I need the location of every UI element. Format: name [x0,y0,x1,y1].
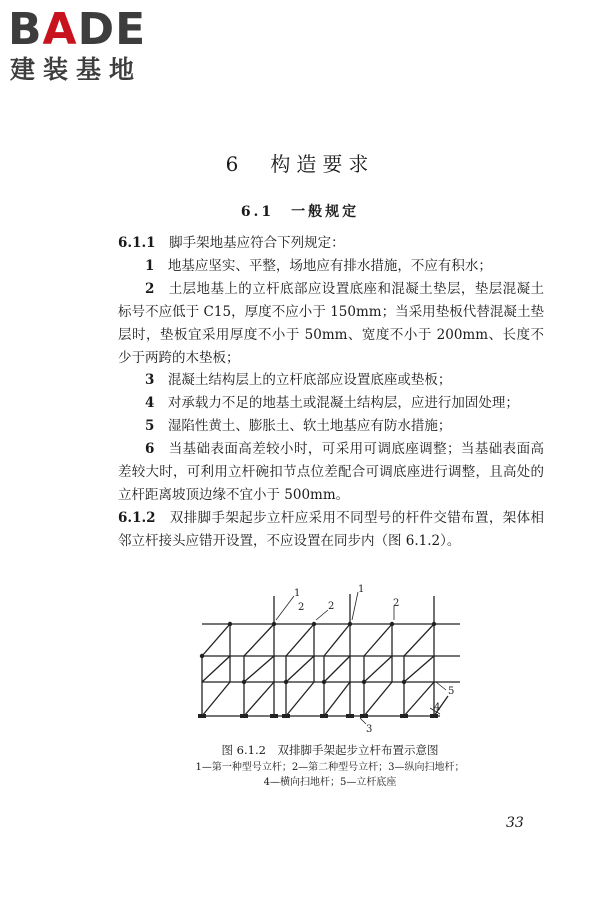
diagonal-bar [404,656,434,682]
diagonal-bar [364,682,392,716]
scaffold-figure [190,584,470,742]
diagonal-bar [286,656,314,682]
logo-wordmark: BADE [8,4,147,55]
base-plate [320,714,328,718]
diagonal-bar [324,656,350,682]
item-number: 3 [145,372,155,389]
clause-text: 双排脚手架起步立杆应采用不同型号的杆件交错布置，架体相邻立杆接头应错开设置，不应设置在同步内（图 6.1.2）。 [118,509,545,549]
joint [402,680,406,684]
leader-line [436,682,446,690]
diagonal-bar [404,682,434,716]
item-text: 当基础表面高差较小时，可采用可调底座调整；当基础表面高差较大时，可利用立杆碗扣节点位差配合可调底座进行调整，且高处的立杆距离坡顶边缘不宜小于 500mm。 [118,441,544,503]
section-title [0,201,600,221]
figure-label-2: 2 [328,601,335,612]
item-text: 混凝土结构层上的立杆底部应设置底座或垫板； [167,372,452,389]
diagonal-bar [364,624,392,656]
section-number: 6.1 [240,204,275,220]
base-plate [430,714,438,718]
joint [348,622,352,626]
legend-line: 4—横向扫地杆；5—立杆底座 [263,777,397,788]
page-number: 33 [506,815,524,831]
list-item [118,438,544,507]
joint [390,622,394,626]
list-item [118,369,544,392]
diagonal-bar [244,682,274,716]
diagonal-bar [202,656,230,682]
pole-bases [198,622,441,718]
figure-label-4: 4 [434,702,441,713]
scaffold-diagram [190,584,470,742]
body-text [118,232,544,553]
leader-line [316,610,328,620]
base-plate [270,714,278,718]
list-item [118,392,544,415]
base-plate [346,714,354,718]
joint [272,622,276,626]
item-number: 2 [145,280,155,297]
base-plate [198,714,206,718]
clause-6-1-1 [118,232,544,255]
item-text: 地基应坚实、平整，场地应有排水措施，不应有积水； [167,257,492,274]
joint [200,654,204,658]
list-item [118,415,544,438]
figure-label-1: 1 [294,588,301,599]
figure-label-1: 1 [358,584,365,595]
figure-label-2: 2 [298,602,305,613]
clause-text: 脚手架地基应符合下列规定： [169,235,345,251]
diagonal-bar [202,682,230,716]
figure-label-2: 2 [393,598,400,609]
base-plate [282,714,290,718]
item-number: 4 [145,395,155,412]
list-item [118,278,544,370]
diagonal-bar [202,624,230,656]
figure-label-5: 5 [448,686,455,697]
item-number: 1 [145,257,155,274]
base-plate [400,714,408,718]
leader-line [352,592,358,620]
section-name: 一般规定 [291,204,360,220]
chapter-number: 6 [225,152,245,176]
item-number: 6 [145,441,155,458]
legend-line: 1—第一种型号立杆；2—第二种型号立杆；3—纵向扫地杆； [195,762,465,773]
logo-subtitle: 建装基地 [10,55,143,84]
chapter-title [0,148,600,177]
bade-logo [8,6,178,98]
joint [242,680,246,684]
diagonal-bar [364,656,392,682]
clause-number: 6.1.2 [118,509,156,526]
diagonal-bar [244,624,274,656]
chapter-name: 构造要求 [270,152,375,176]
clause-number: 6.1.1 [118,235,156,251]
clause-6-1-2 [118,507,544,553]
diagonal-bar [286,624,314,656]
base-plate [360,714,368,718]
diagonal-bar [324,624,350,656]
item-text: 湿陷性黄土、膨胀土、软土地基应有防水措施； [167,418,452,435]
joint [312,622,316,626]
diagonal-bar [286,682,314,716]
base-plate [240,714,248,718]
leader-line [276,596,294,620]
scaffold-grid [202,594,460,716]
item-text: 对承载力不足的地基土或混凝土结构层，应进行加固处理； [167,395,519,412]
diagonal-bar [404,624,434,656]
figure-caption: 图 6.1.2 双排脚手架起步立杆布置示意图 [221,743,439,757]
joint [362,680,366,684]
item-number: 5 [145,418,155,435]
figure-label-3: 3 [366,724,373,735]
item-text: 土层地基上的立杆底部应设置底座和混凝土垫层，垫层混凝土标号不应低于 C15，厚度不应小于 150mm；当采用垫板代替混凝土垫层时，垫板宜采用厚度不小于 50mm、宽度不小于 200mm、长度不少于两跨的木垫板； [118,280,544,366]
figure-legend [150,760,510,790]
diagonal-bar [324,682,350,716]
joint [284,680,288,684]
joint [322,680,326,684]
list-item [118,255,544,278]
joint [228,622,232,626]
joint [432,622,436,626]
diagonal-bar [244,656,274,682]
